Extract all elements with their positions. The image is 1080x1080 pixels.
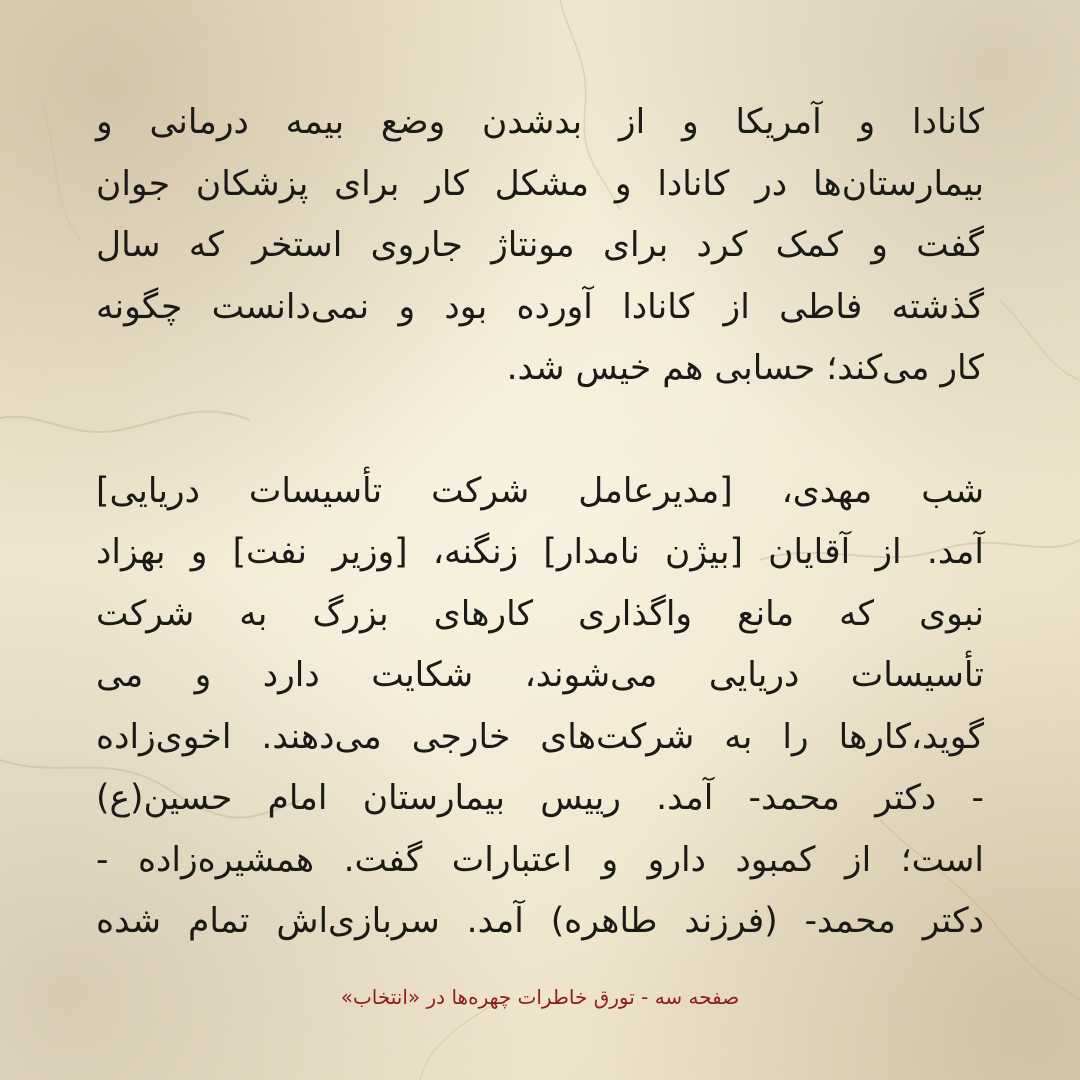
text-line: کانادا و آمریکا و از بدشدن وضع بیمه درمانی و (96, 102, 984, 142)
text-line: دکتر محمد- (فرزند طاهره) آمد. سربازی‌اش تمام شده (96, 901, 984, 941)
text-line: آمد. از آقایان [بیژن نامدار] زنگنه، [وزیر نفت] و بهزاد (96, 532, 984, 572)
text-line: تأسیسات دریایی می‌شوند، شکایت دارد و می (96, 655, 984, 695)
text-line: - دکتر محمد- آمد. رییس بیمارستان امام حسین(ع) (96, 778, 984, 818)
text-line: گفت و کمک کرد برای مونتاژ جاروی استخر که سال (96, 225, 984, 265)
text-line: کار می‌کند؛ حسابی هم خیس شد. (506, 348, 984, 388)
text-line: بیمارستان‌ها در کانادا و مشکل کار برای پزشکان جوان (96, 163, 984, 204)
footer-caption: صفحه سه - تورق خاطرات چهره‌ها در «انتخاب» (340, 985, 740, 1009)
text-line: نبوی که مانع واگذاری کارهای بزرگ به شرکت (96, 593, 984, 634)
paragraph-spacer (96, 400, 984, 461)
paragraph-2 (96, 461, 984, 953)
text-line: گذشته فاطی از کانادا آورده بود و نمی‌دانست چگونه (96, 286, 984, 327)
text-line: گوید،کارها را به شرکت‌های خارجی می‌دهند. اخوی‌زاده (96, 716, 984, 757)
text-line: است؛ از کمبود دارو و اعتبارات گفت. همشیره‌زاده - (96, 839, 984, 880)
paragraph-1 (96, 92, 984, 400)
article-body (96, 92, 984, 953)
text-line: شب مهدی، [مدیرعامل شرکت تأسیسات دریایی] (96, 470, 984, 511)
